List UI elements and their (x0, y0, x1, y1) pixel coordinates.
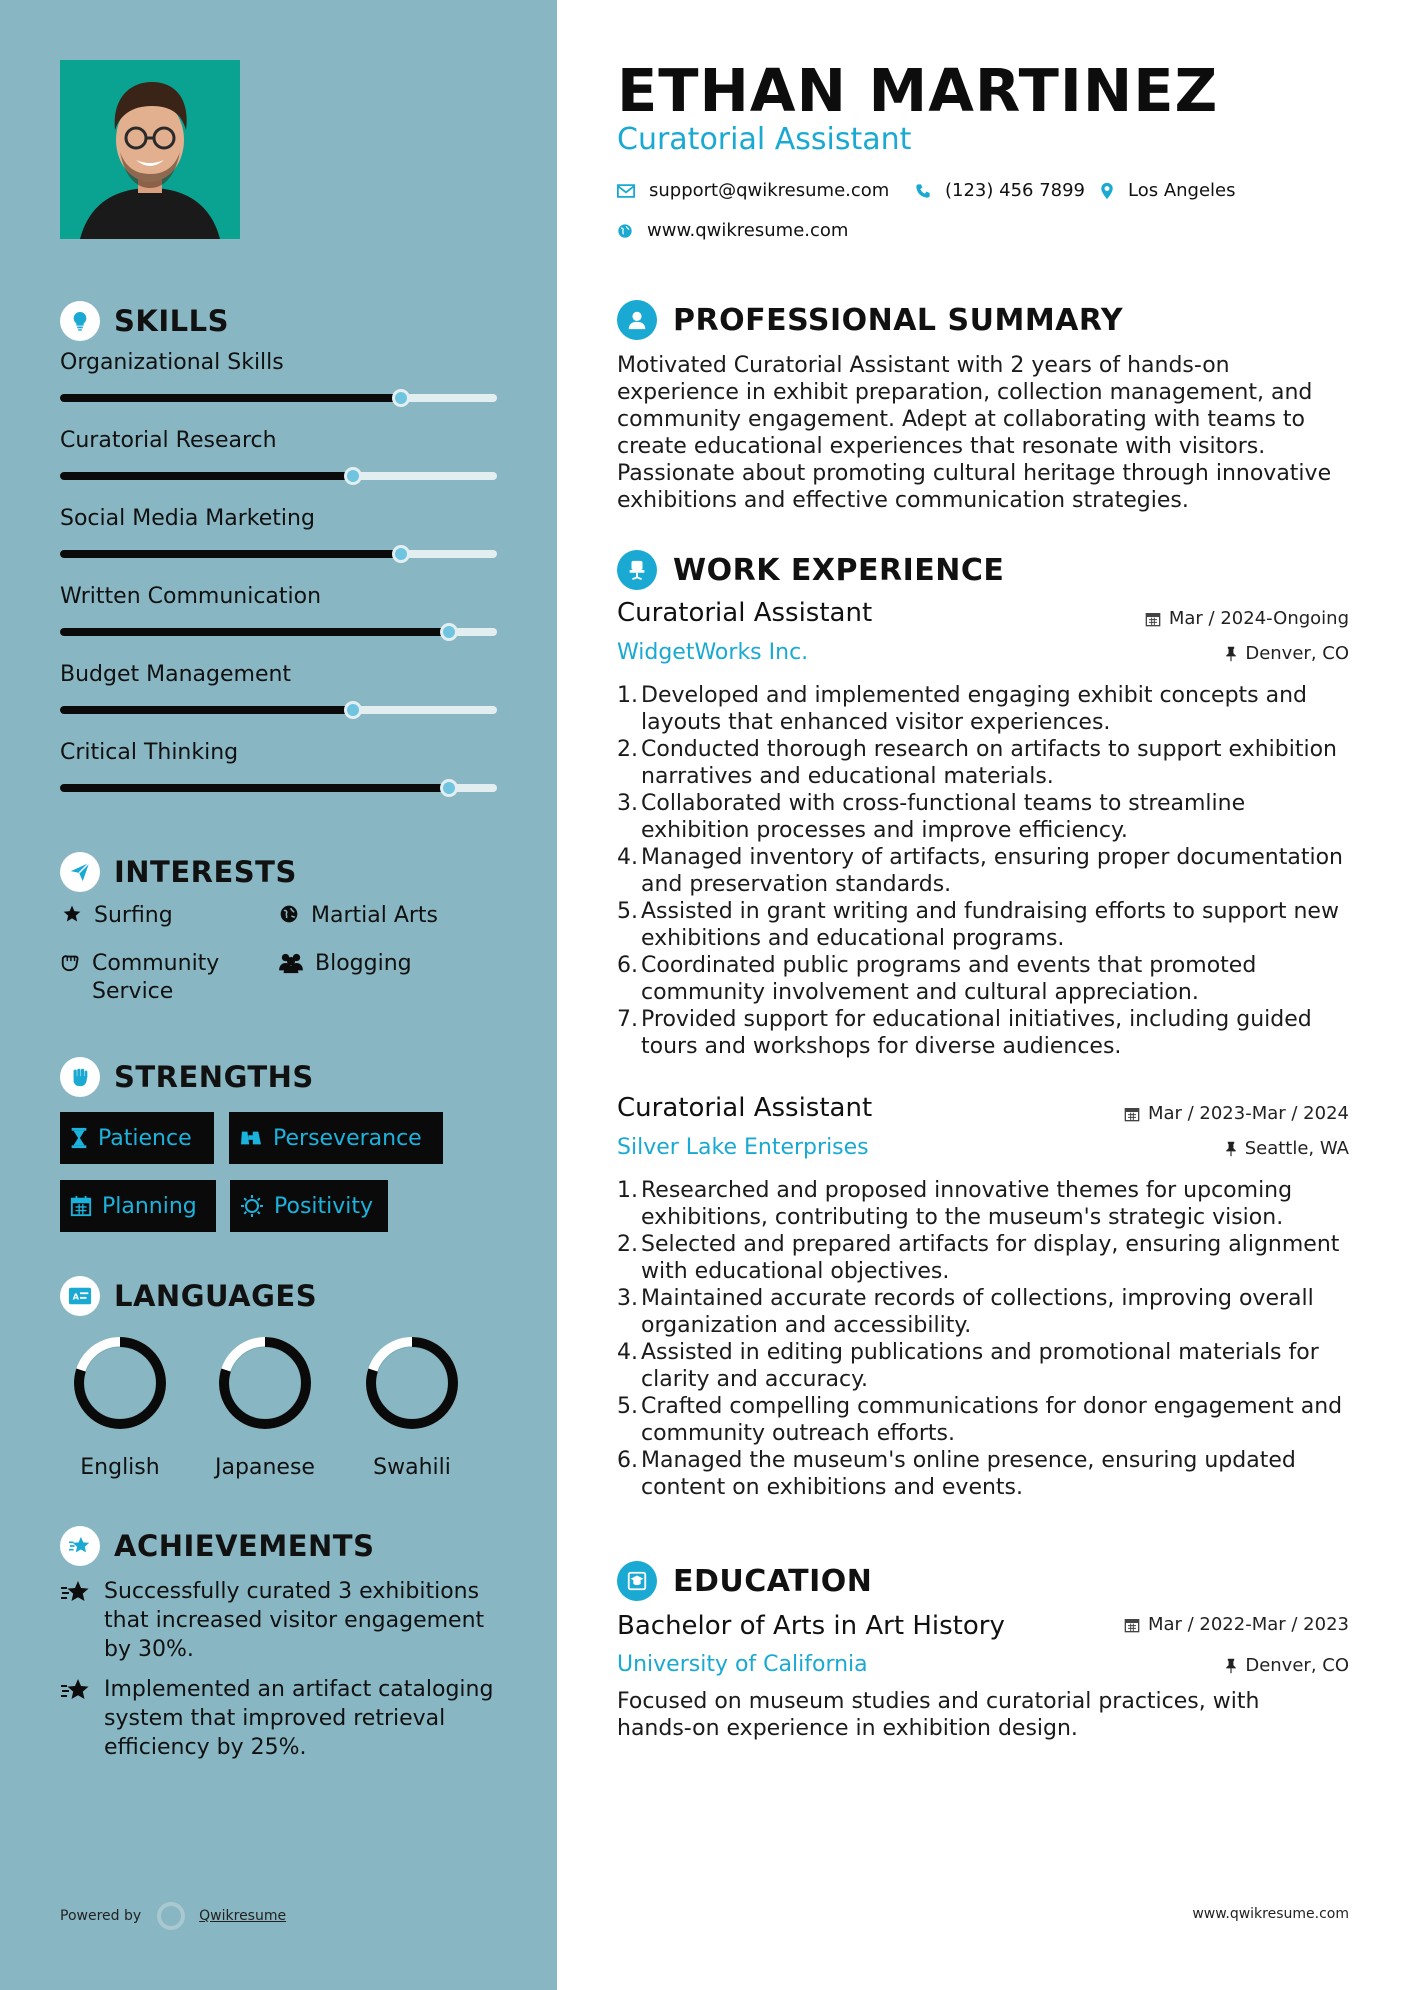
job-location (1225, 643, 1349, 664)
job-date-text: Mar / 2024-Ongoing (1168, 608, 1349, 629)
job-bullet (617, 1339, 1357, 1393)
skill-bar-fill (60, 706, 353, 714)
skill-item (60, 662, 497, 687)
contact-phone (915, 180, 1085, 201)
achievement-item (60, 1577, 500, 1664)
bullet-number: 2. (617, 1232, 638, 1257)
bullet-number: 4. (617, 845, 638, 870)
skill-bar (60, 628, 497, 636)
strength-tag (229, 1112, 443, 1164)
job-bullet (617, 952, 1357, 1006)
achievement-item (60, 1675, 500, 1762)
skill-item (60, 584, 497, 609)
language-donut (352, 1333, 472, 1433)
language-donut-inner-ring (376, 1347, 448, 1419)
job-bullets (617, 682, 1357, 1060)
job-bullet (617, 736, 1357, 790)
summary-text: Motivated Curatorial Assistant with 2 years of hands-on experience in exhibit preparation, collection management, and community engagement. Adept at collaborating with teams to create educational experiences that resonate with visitors. Passionate about promoting cultural heritage through innovative exhibitions and effective communication strategies. (617, 353, 1332, 513)
job-bullets (617, 1177, 1357, 1501)
skill-bar-knob (392, 545, 410, 563)
skill-label: Curatorial Research (60, 428, 277, 453)
job-location-text: Denver, CO (1245, 643, 1349, 664)
paper-plane-icon (60, 852, 100, 892)
contact-location (1100, 180, 1236, 201)
experience-heading (617, 548, 1004, 592)
interest-item (277, 902, 438, 930)
calendar-icon (70, 1195, 92, 1217)
bullet-text: Researched and proposed innovative themes for upcoming exhibitions, contributing to the museum's strategic vision. (641, 1178, 1293, 1230)
star-badge-icon (60, 1526, 100, 1566)
education-location (1225, 1655, 1349, 1676)
strengths-title: STRENGTHS (114, 1060, 314, 1094)
job-location-text: Seattle, WA (1244, 1138, 1349, 1159)
powered-by-label: Powered by (60, 1908, 142, 1924)
pushpin-icon (1225, 646, 1237, 662)
skill-bar (60, 784, 497, 792)
hourglass-icon (70, 1127, 88, 1149)
job-bullet (617, 844, 1357, 898)
interests-heading (60, 852, 297, 892)
job-title: Curatorial Assistant (617, 1093, 873, 1123)
job-bullet (617, 790, 1357, 844)
job-bullet (617, 1447, 1357, 1501)
website-link[interactable]: www.qwikresume.com (647, 220, 849, 241)
job-bullet (617, 1177, 1357, 1231)
job-bullet (617, 1231, 1357, 1285)
education-date (1124, 1614, 1349, 1635)
skill-label: Written Communication (60, 584, 322, 609)
pushpin-icon (1225, 1141, 1237, 1157)
bullet-number: 6. (617, 953, 638, 978)
skill-bar-fill (60, 784, 449, 792)
skill-bar-knob (440, 779, 458, 797)
powered-by (60, 1902, 286, 1930)
skill-label: Organizational Skills (60, 350, 284, 375)
education-heading (617, 1559, 872, 1603)
bullet-number: 3. (617, 791, 638, 816)
profile-photo (60, 60, 240, 239)
strength-label: Planning (102, 1193, 197, 1219)
globe-icon (277, 902, 301, 924)
email-link[interactable]: support@qwikresume.com (649, 180, 890, 201)
summary-title: PROFESSIONAL SUMMARY (673, 302, 1124, 338)
bullet-text: Provided support for educational initiatives, including guided tours and workshops for diverse audiences. (641, 1007, 1312, 1059)
education-school: University of California (617, 1652, 868, 1677)
language-card-icon (60, 1276, 100, 1316)
qwikresume-logo-icon (157, 1902, 185, 1930)
bullet-text: Assisted in grant writing and fundraising efforts to support new exhibitions and educational programs. (641, 899, 1339, 951)
language-label: Japanese (215, 1455, 315, 1480)
calendar-icon (1124, 1617, 1140, 1633)
achievements-title: ACHIEVEMENTS (114, 1529, 375, 1563)
bullet-text: Managed inventory of artifacts, ensuring proper documentation and preservation standards. (641, 845, 1343, 897)
interest-label: Martial Arts (311, 903, 439, 928)
bullet-text: Assisted in editing publications and promotional materials for clarity and accuracy. (641, 1340, 1319, 1392)
experience-title: WORK EXPERIENCE (673, 552, 1005, 588)
languages-heading (60, 1276, 317, 1316)
bullet-text: Crafted compelling communications for donor engagement and community outreach efforts. (641, 1394, 1343, 1446)
language-item (60, 1333, 180, 1480)
bullet-number: 5. (617, 1394, 638, 1419)
interests-title: INTERESTS (114, 855, 297, 889)
users-icon (277, 950, 305, 974)
star-badge-icon (60, 1577, 94, 1664)
strengths-heading (60, 1057, 314, 1097)
bullet-text: Developed and implemented engaging exhibit concepts and layouts that enhanced visitor experiences. (641, 683, 1308, 735)
interest-item (277, 950, 412, 978)
language-item (205, 1333, 325, 1480)
contact-website (617, 220, 848, 241)
education-degree: Bachelor of Arts in Art History (617, 1611, 1005, 1641)
map-marker-icon (1100, 182, 1114, 200)
skill-label: Budget Management (60, 662, 292, 687)
bullet-text: Managed the museum's online presence, ensuring updated content on exhibitions and events. (641, 1448, 1296, 1500)
strength-label: Positivity (274, 1193, 374, 1219)
achievement-text: Implemented an artifact cataloging system that improved retrieval efficiency by 25%. (104, 1677, 494, 1760)
interest-item (60, 902, 173, 930)
skill-bar-knob (344, 467, 362, 485)
calendar-icon (1145, 611, 1161, 627)
skill-item (60, 740, 497, 765)
skill-item (60, 506, 497, 531)
skill-label: Critical Thinking (60, 740, 239, 765)
interest-label: Community Service (92, 951, 220, 1004)
job-bullet (617, 1006, 1357, 1060)
interest-label: Blogging (315, 951, 412, 976)
skill-bar-fill (60, 394, 401, 402)
fist-icon (60, 1057, 100, 1097)
job-date (1145, 608, 1349, 629)
education-text: Focused on museum studies and curatorial practices, with hands-on experience in exhibition design. (617, 1689, 1260, 1741)
language-donut (205, 1333, 325, 1433)
job-company: WidgetWorks Inc. (617, 640, 809, 665)
phone-number: (123) 456 7899 (945, 180, 1086, 201)
job-bullet (617, 682, 1357, 736)
bullet-number: 7. (617, 1007, 638, 1032)
skill-bar-knob (392, 389, 410, 407)
skill-bar-fill (60, 550, 401, 558)
bullet-number: 5. (617, 899, 638, 924)
sidebar (0, 0, 557, 1990)
skill-label: Social Media Marketing (60, 506, 315, 531)
job-title: Curatorial Assistant (617, 598, 873, 628)
language-donut (60, 1333, 180, 1433)
job-date-text: Mar / 2023-Mar / 2024 (1147, 1103, 1349, 1124)
location-text: Los Angeles (1128, 180, 1236, 201)
bullet-number: 6. (617, 1448, 638, 1473)
chair-icon (617, 550, 657, 590)
footer-website-link[interactable]: www.qwikresume.com (1192, 1906, 1349, 1922)
languages-title: LANGUAGES (114, 1279, 318, 1313)
star-badge-icon (60, 1675, 94, 1762)
globe-icon (617, 223, 633, 239)
bullet-text: Coordinated public programs and events that promoted community involvement and cultural appreciation. (641, 953, 1257, 1005)
interest-label: Surfing (94, 903, 173, 928)
powered-by-brand-link[interactable]: Qwikresume (199, 1908, 287, 1924)
job-bullet (617, 898, 1357, 952)
job-company: Silver Lake Enterprises (617, 1135, 869, 1160)
education-title: EDUCATION (673, 1563, 873, 1599)
skill-bar-knob (440, 623, 458, 641)
skill-bar (60, 706, 497, 714)
skill-item (60, 350, 497, 375)
language-donut-inner-ring (229, 1347, 301, 1419)
bullet-text: Collaborated with cross-functional teams to streamline exhibition processes and improve efficiency. (641, 791, 1246, 843)
graduation-cap-icon (617, 1561, 657, 1601)
education-date-text: Mar / 2022-Mar / 2023 (1147, 1614, 1349, 1635)
interest-item (58, 950, 258, 1006)
envelope-icon (617, 184, 635, 198)
star-icon (60, 902, 84, 924)
binoculars-icon (239, 1128, 263, 1148)
language-item (352, 1333, 472, 1480)
skills-title: SKILLS (114, 304, 229, 338)
bullet-text: Conducted thorough research on artifacts to support exhibition narratives and educational materials. (641, 737, 1337, 789)
strength-tag (230, 1180, 388, 1232)
bullet-text: Maintained accurate records of collections, improving overall organization and accessibility. (641, 1286, 1314, 1338)
user-icon (617, 300, 657, 340)
strength-label: Perseverance (273, 1125, 422, 1151)
job-bullet (617, 1393, 1357, 1447)
education-location-text: Denver, CO (1245, 1655, 1349, 1676)
skill-bar-fill (60, 472, 353, 480)
skill-bar-fill (60, 628, 449, 636)
strength-label: Patience (98, 1125, 192, 1151)
candidate-role: Curatorial Assistant (617, 122, 912, 157)
skill-bar (60, 394, 497, 402)
skill-item (60, 428, 497, 453)
summary-heading (617, 298, 1123, 342)
hand-icon (58, 950, 82, 972)
skills-heading (60, 301, 229, 341)
pushpin-icon (1225, 1658, 1237, 1674)
calendar-icon (1124, 1106, 1140, 1122)
language-donut-inner-ring (84, 1347, 156, 1419)
language-label: Swahili (373, 1455, 451, 1480)
sun-icon (240, 1194, 264, 1218)
achievement-text: Successfully curated 3 exhibitions that increased visitor engagement by 30%. (104, 1579, 485, 1662)
svg-text:A: A (72, 1291, 80, 1302)
bullet-number: 3. (617, 1286, 638, 1311)
strength-tag (60, 1180, 216, 1232)
bullet-number: 1. (617, 1178, 638, 1203)
strength-tag (60, 1112, 214, 1164)
phone-icon (915, 183, 931, 199)
language-label: English (80, 1455, 160, 1480)
contact-email (617, 180, 889, 201)
job-location (1225, 1138, 1349, 1159)
achievements-heading (60, 1526, 374, 1566)
bullet-number: 1. (617, 683, 638, 708)
bullet-number: 4. (617, 1340, 638, 1365)
skill-bar-knob (344, 701, 362, 719)
candidate-name: ETHAN MARTINEZ (617, 56, 1219, 125)
job-bullet (617, 1285, 1357, 1339)
lightbulb-icon (60, 301, 100, 341)
job-date (1124, 1103, 1349, 1124)
skill-bar (60, 550, 497, 558)
bullet-text: Selected and prepared artifacts for display, ensuring alignment with educational objectives. (641, 1232, 1340, 1284)
skill-bar (60, 472, 497, 480)
bullet-number: 2. (617, 737, 638, 762)
